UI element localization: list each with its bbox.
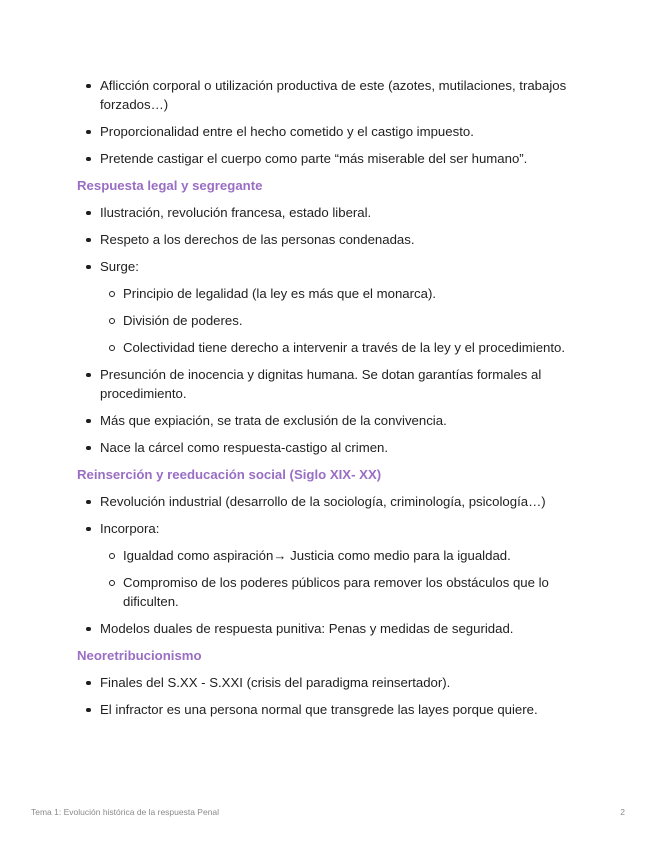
list-item: Pretende castigar el cuerpo como parte “más miserable del ser humano”. xyxy=(77,149,577,168)
footer-title: Tema 1: Evolución histórica de la respuesta Penal xyxy=(31,807,220,817)
list-item: Más que expiación, se trata de exclusión de la convivencia. xyxy=(77,411,577,430)
list-item: Finales del S.XX - S.XXI (crisis del paradigma reinsertador). xyxy=(77,673,577,692)
sublist-item: División de poderes. xyxy=(100,311,577,330)
list-item: Ilustración, revolución francesa, estado liberal. xyxy=(77,203,577,222)
incorpora-sublist xyxy=(100,546,577,611)
list-item: Respeto a los derechos de las personas condenadas. xyxy=(77,230,577,249)
list-item: Modelos duales de respuesta punitiva: Penas y medidas de seguridad. xyxy=(77,619,577,638)
legal-list xyxy=(77,203,577,457)
surge-sublist xyxy=(100,284,577,357)
page-content xyxy=(77,76,577,727)
sublist-item: Compromiso de los poderes públicos para remover los obstáculos que lo dificulten. xyxy=(100,573,577,611)
section-heading-neo: Neoretribucionismo xyxy=(77,648,202,663)
list-item: El infractor es una persona normal que transgrede las layes porque quiere. xyxy=(77,700,577,719)
sublist-item: Colectividad tiene derecho a intervenir a través de la ley y el procedimiento. xyxy=(100,338,577,357)
sublist-item: Igualdad como aspiración→ Justicia como medio para la igualdad. xyxy=(100,546,577,565)
section-heading-reinsercion: Reinserción y reeducación social (Siglo XIX- XX) xyxy=(77,467,382,482)
section-heading-legal: Respuesta legal y segregante xyxy=(77,178,263,193)
list-item: Nace la cárcel como respuesta-castigo al crimen. xyxy=(77,438,577,457)
list-item: Proporcionalidad entre el hecho cometido y el castigo impuesto. xyxy=(77,122,577,141)
list-item: Revolución industrial (desarrollo de la sociología, criminología, psicología…) xyxy=(77,492,577,511)
list-item-incorpora xyxy=(77,519,577,611)
list-item-label: Surge: xyxy=(100,259,139,274)
neo-list xyxy=(77,673,577,719)
sublist-item: Principio de legalidad (la ley es más que el monarca). xyxy=(100,284,577,303)
list-item-label: Incorpora: xyxy=(100,521,160,536)
reinsercion-list xyxy=(77,492,577,638)
list-item: Aflicción corporal o utilización productiva de este (azotes, mutilaciones, trabajos forzados…) xyxy=(77,76,577,114)
intro-list xyxy=(77,76,577,168)
list-item: Presunción de inocencia y dignitas humana. Se dotan garantías formales al procedimiento. xyxy=(77,365,577,403)
list-item-surge xyxy=(77,257,577,357)
page-number: 2 xyxy=(620,807,625,817)
